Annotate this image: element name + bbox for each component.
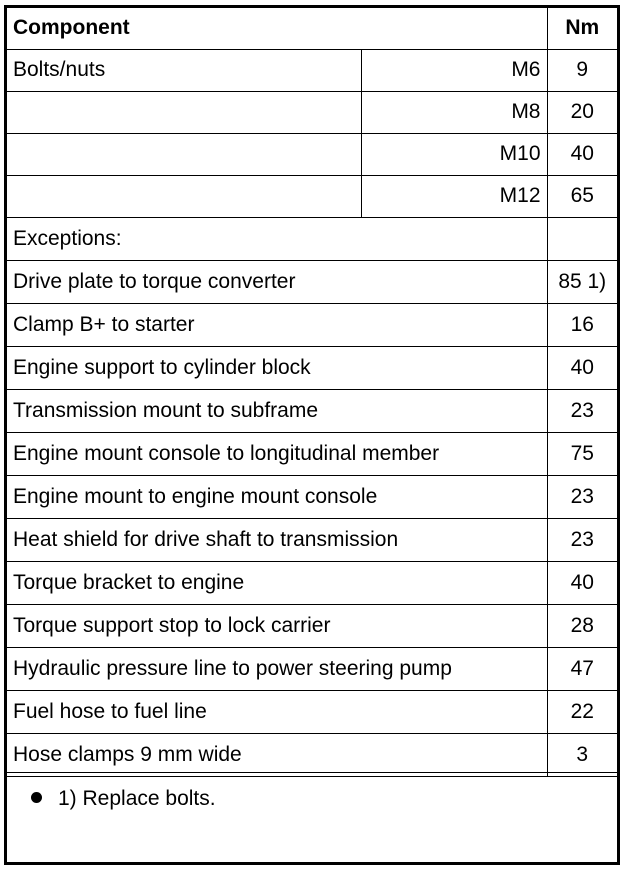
- table-row: [7, 604, 617, 647]
- footnote-area: [7, 772, 617, 862]
- empty-cell: [7, 175, 361, 217]
- exception-nm: 16: [547, 303, 617, 346]
- table-row: [7, 733, 617, 776]
- bolt-size: M8: [361, 91, 547, 133]
- footnote: [31, 787, 216, 811]
- exception-component: Heat shield for drive shaft to transmission: [7, 518, 547, 561]
- table-row: [7, 217, 617, 260]
- header-nm: Nm: [547, 8, 617, 49]
- exception-component: Torque bracket to engine: [7, 561, 547, 604]
- table-row: [7, 49, 617, 91]
- table-row: [7, 389, 617, 432]
- exception-component: Drive plate to torque converter: [7, 260, 547, 303]
- table-row: [7, 432, 617, 475]
- torque-table: [7, 8, 617, 777]
- table-row: [7, 175, 617, 217]
- table-row: [7, 690, 617, 733]
- exception-component: Hose clamps 9 mm wide: [7, 733, 547, 776]
- bolt-size: M6: [361, 49, 547, 91]
- bullet-icon: [31, 792, 42, 803]
- table-row: [7, 303, 617, 346]
- exception-nm: 40: [547, 346, 617, 389]
- exception-nm: 28: [547, 604, 617, 647]
- exception-nm: 3: [547, 733, 617, 776]
- exception-component: Hydraulic pressure line to power steering pump: [7, 647, 547, 690]
- exception-nm: 23: [547, 518, 617, 561]
- table-header-row: [7, 8, 617, 49]
- empty-cell: [7, 133, 361, 175]
- table-row: [7, 647, 617, 690]
- bolt-nm: 40: [547, 133, 617, 175]
- exception-nm: 23: [547, 475, 617, 518]
- bolt-nm: 20: [547, 91, 617, 133]
- table-row: [7, 346, 617, 389]
- exception-component: Clamp B+ to starter: [7, 303, 547, 346]
- footnote-text: 1) Replace bolts.: [58, 787, 216, 810]
- table-row: [7, 475, 617, 518]
- exception-component: Engine mount to engine mount console: [7, 475, 547, 518]
- exception-nm: 47: [547, 647, 617, 690]
- bolt-size: M10: [361, 133, 547, 175]
- exceptions-label: Exceptions:: [7, 217, 547, 260]
- table-row: [7, 91, 617, 133]
- bolt-nm: 65: [547, 175, 617, 217]
- exception-component: Torque support stop to lock carrier: [7, 604, 547, 647]
- exception-component: Engine mount console to longitudinal member: [7, 432, 547, 475]
- exception-nm: 75: [547, 432, 617, 475]
- exception-nm: 85 1): [547, 260, 617, 303]
- exception-component: Transmission mount to subframe: [7, 389, 547, 432]
- table-row: [7, 260, 617, 303]
- empty-cell: [547, 217, 617, 260]
- exception-nm: 40: [547, 561, 617, 604]
- bolt-size: M12: [361, 175, 547, 217]
- exception-nm: 22: [547, 690, 617, 733]
- table-row: [7, 518, 617, 561]
- exception-component: Fuel hose to fuel line: [7, 690, 547, 733]
- table-row: [7, 133, 617, 175]
- bolts-label: Bolts/nuts: [7, 49, 361, 91]
- torque-spec-sheet: [4, 5, 620, 865]
- bolt-nm: 9: [547, 49, 617, 91]
- exception-nm: 23: [547, 389, 617, 432]
- header-component: Component: [7, 8, 547, 49]
- exception-component: Engine support to cylinder block: [7, 346, 547, 389]
- empty-cell: [7, 91, 361, 133]
- table-row: [7, 561, 617, 604]
